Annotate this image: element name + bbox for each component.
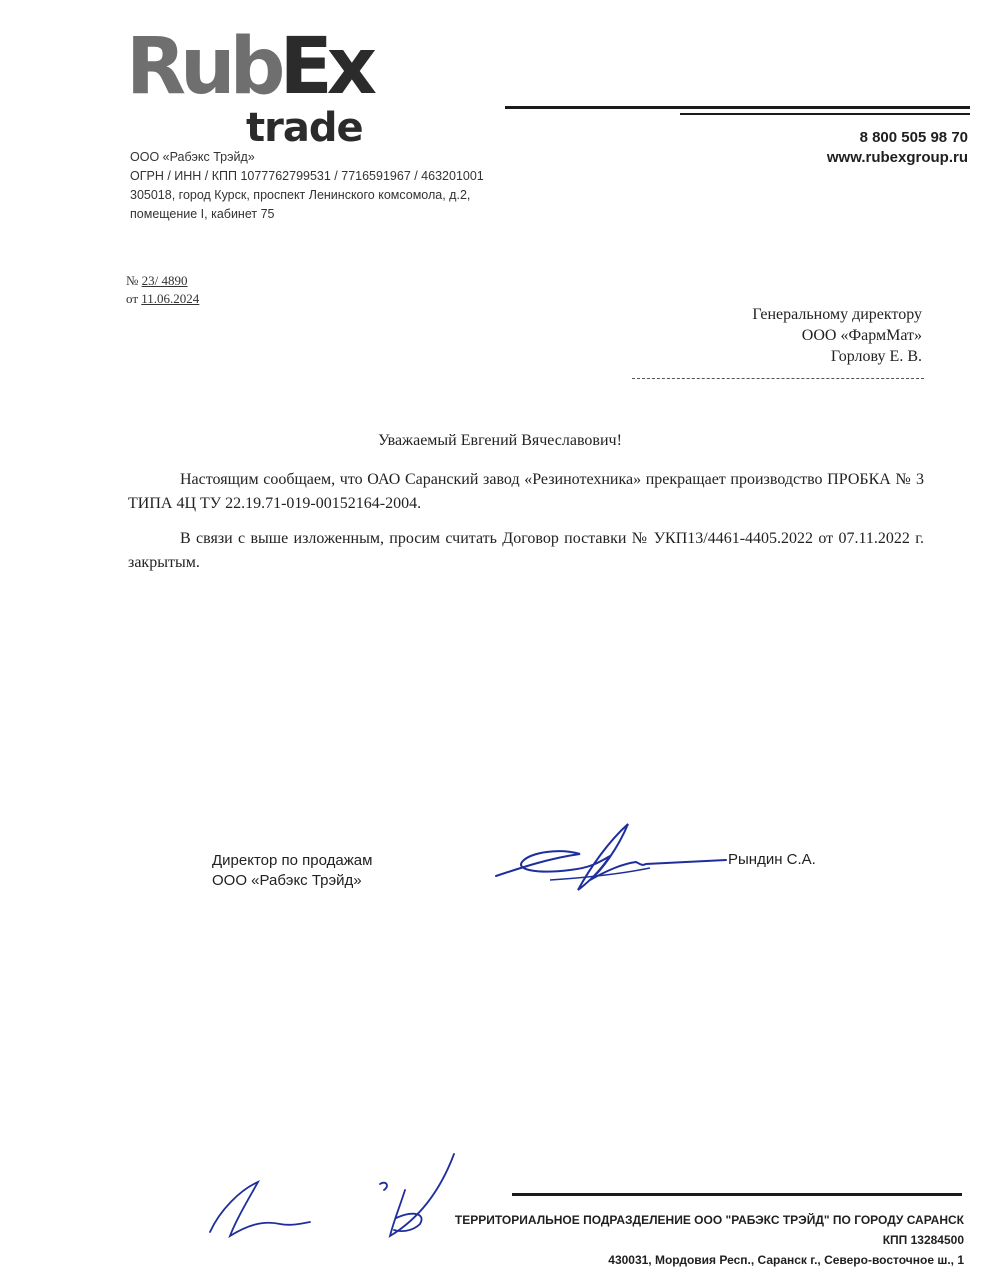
company-address-line2: помещение I, кабинет 75 xyxy=(130,207,275,221)
registration-block xyxy=(126,272,199,308)
company-registration: ОГРН / ИНН / КПП 1077762799531 / 7716591967 / 463201001 xyxy=(130,169,484,183)
addressee-divider xyxy=(632,378,924,379)
company-name: ООО «Рабэкс Трэйд» xyxy=(130,150,255,164)
signatory-title: Директор по продажам xyxy=(212,852,373,869)
contacts xyxy=(827,128,968,168)
greeting: Уважаемый Евгений Вячеславович! xyxy=(378,432,622,449)
company-address-line1: 305018, город Курск, проспект Ленинского комсомола, д.2, xyxy=(130,188,471,202)
number-label: № xyxy=(126,273,139,288)
date-value: 11.06.2024 xyxy=(141,291,200,306)
logo-part-ex: Ex xyxy=(279,22,372,112)
letter-paragraph-2: В связи с выше изложенным, просим считать Договор поставки № УКП13/4461-4405.2022 от 07.11.2022 г. закрытым. xyxy=(128,530,924,571)
footer-kpp: КПП 13284500 xyxy=(882,1233,964,1247)
company-details xyxy=(130,148,484,224)
footer-division: ТЕРРИТОРИАЛЬНОЕ ПОДРАЗДЕЛЕНИЕ ООО "РАБЭКС ТРЭЙД" ПО ГОРОДУ САРАНСК xyxy=(454,1213,964,1227)
handwritten-signature xyxy=(490,818,730,898)
footer xyxy=(455,1210,964,1270)
logo-part-rub: Rub xyxy=(126,22,280,112)
logo-trade: trade xyxy=(246,105,363,151)
footer-address: 430031, Мордовия Респ., Саранск г., Северо-восточное ш., 1 xyxy=(608,1253,964,1267)
addressee-org: ООО «ФармМат» xyxy=(801,327,922,344)
footer-rule xyxy=(512,1193,962,1196)
date-label: от xyxy=(126,291,139,306)
header-rule xyxy=(505,106,970,109)
website: www.rubexgroup.ru xyxy=(826,149,968,166)
phone-number: 8 800 505 98 70 xyxy=(859,129,968,146)
letter-paragraph-1: Настоящим сообщаем, что ОАО Саранский завод «Резинотехника» прекращает производство ПРОБКА № 3 ТИПА 4Ц ТУ 22.19.71-019-00152164-2004. xyxy=(128,471,924,512)
number-value: 23/ 4890 xyxy=(141,273,188,288)
addressee-name: Горлову Е. В. xyxy=(830,348,922,365)
signatory-position xyxy=(212,851,372,891)
addressee-title: Генеральному директору xyxy=(752,306,922,323)
company-logo xyxy=(126,22,372,112)
header-rule-secondary xyxy=(680,113,970,115)
signatory-name: Рындин С.А. xyxy=(728,851,816,868)
handwritten-initials xyxy=(200,1140,480,1250)
addressee xyxy=(752,304,922,367)
signatory-org: ООО «Рабэкс Трэйд» xyxy=(212,872,362,889)
